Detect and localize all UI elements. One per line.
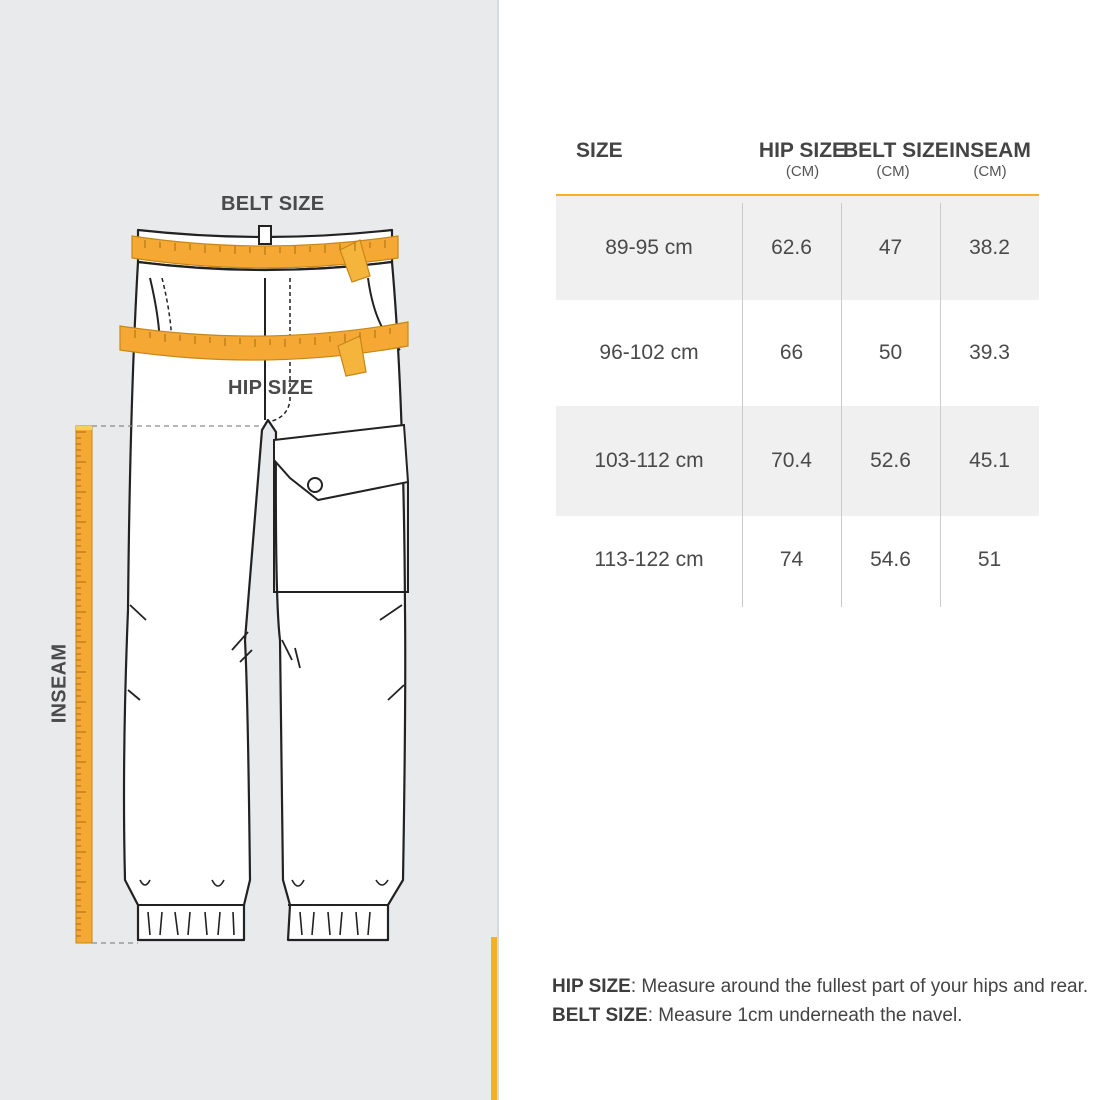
table-row [556, 196, 1039, 300]
header-belt-size [843, 138, 949, 180]
inseam-label: INSEAM [48, 643, 71, 724]
hip-note [552, 972, 1088, 1001]
measurement-notes [552, 972, 1088, 1030]
cell-size: 89-95 cm [605, 236, 693, 259]
cell-inseam: 51 [977, 548, 1002, 571]
cell-size: 96-102 cm [599, 341, 699, 364]
header-belt-label: BELT SIZE [843, 139, 949, 162]
cell-size: 113-122 cm [594, 548, 704, 571]
cell-hip: 70.4 [771, 449, 812, 472]
header-belt-unit: (CM) [876, 163, 910, 180]
cell-inseam: 38.2 [969, 236, 1010, 259]
cell-hip: 66 [779, 341, 804, 364]
cell-hip: 62.6 [771, 236, 812, 259]
table-row [556, 406, 1039, 516]
header-inseam-unit: (CM) [973, 163, 1007, 180]
header-size [576, 138, 623, 164]
cell-belt: 50 [878, 341, 903, 364]
table-header [556, 138, 1039, 196]
belt-note-term: BELT SIZE [552, 1005, 648, 1026]
cell-size: 103-112 cm [594, 449, 704, 472]
belt-note-text: : Measure 1cm underneath the navel. [647, 1005, 963, 1026]
pants-illustration [0, 0, 497, 1100]
header-inseam [941, 138, 1039, 180]
cell-hip: 74 [779, 548, 804, 571]
header-inseam-label: INSEAM [949, 139, 1031, 162]
header-hip-size [750, 138, 855, 180]
size-table [556, 138, 1039, 604]
header-hip-unit: (CM) [785, 163, 820, 180]
table-row [556, 300, 1039, 406]
cell-inseam: 39.3 [969, 341, 1010, 364]
panel-divider [497, 0, 499, 1100]
belt-size-label: BELT SIZE [221, 193, 325, 215]
hip-note-term: HIP SIZE [552, 976, 631, 997]
hip-size-label: HIP SIZE [228, 377, 314, 399]
cell-belt: 54.6 [870, 548, 911, 571]
cell-inseam: 45.1 [969, 449, 1010, 472]
table-row [556, 516, 1039, 604]
hip-note-text: : Measure around the fullest part of your hips and rear. [630, 976, 1089, 997]
header-size-label: SIZE [576, 139, 623, 162]
header-hip-label: HIP SIZE [758, 139, 847, 162]
cell-belt: 47 [878, 236, 903, 259]
cell-belt: 52.6 [870, 449, 911, 472]
belt-note [552, 1001, 1088, 1030]
